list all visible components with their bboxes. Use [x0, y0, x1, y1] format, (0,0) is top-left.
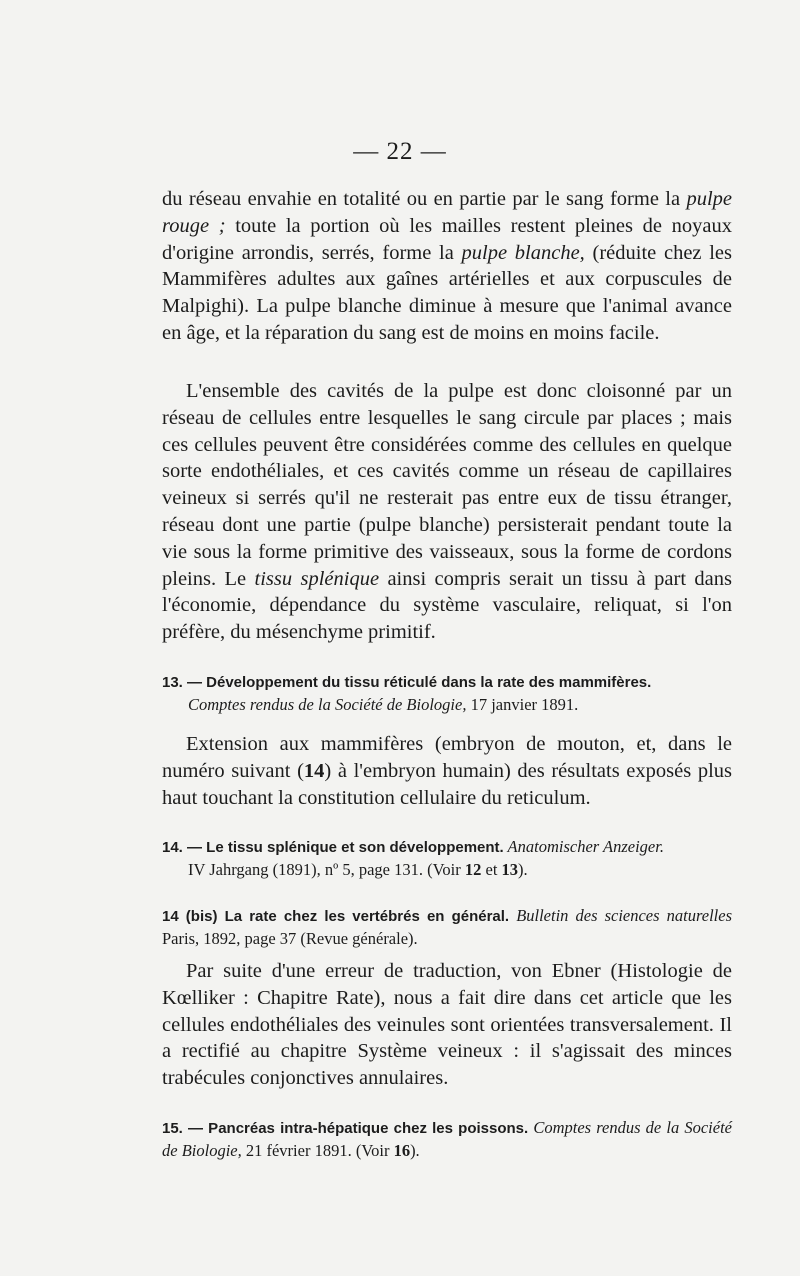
para2-text-c: ainsi compris serait un tissu à part dans l'économie, dépendance du système vasculaire, reliquat, si l'on préfère, du mésenchyme primitif.: [162, 567, 732, 644]
entry-15-close: ).: [410, 1141, 420, 1160]
entry-14-bis: [162, 905, 732, 950]
entry-14-number: 14.: [162, 839, 183, 856]
entry-15-date: 21 février 1891. (Voir: [241, 1141, 394, 1160]
para3-text-b: ) à l'embryon humain) des résultats exposés plus haut touchant la constitution cellulaire du reticulum.: [162, 759, 732, 809]
entry-15: [162, 1117, 732, 1162]
para1-italic-pulpe-blanche: pulpe blanche,: [461, 241, 585, 264]
para4-text: Par suite d'une erreur de traduction, von Ebner (Histologie de Kœlliker : Chapitre Rate), nous a fait dire dans cet article que les cellules endothéliales des veinules sont orientées transversalement. Il a rectifié au chapitre Système veineux : il s'agissait des minces trabécules conjonctives annulaires.: [162, 960, 732, 1090]
entry-14bis-title: La rate chez les vertébrés en général.: [224, 908, 510, 925]
entry-14-source: Anatomischer Anzeiger.: [503, 837, 664, 856]
entry-13-source: Comptes rendus de la Société de Biologie,: [188, 695, 467, 714]
entry-13-date: 17 janvier 1891.: [466, 695, 579, 714]
entry-14-details: IV Jahrgang (1891), nº 5, page 131. (Voir: [188, 860, 465, 879]
entry-14-title: — Le tissu splénique et son développement.: [186, 839, 504, 856]
paragraph-ensemble: [162, 378, 732, 646]
entry-14bis-number: 14 (bis): [162, 908, 218, 925]
entry-13-number: 13.: [162, 674, 183, 691]
paragraph-extension: [162, 731, 732, 811]
para2-italic-tissu-splenique: tissu splénique: [254, 567, 380, 590]
entry-14-reference-12: 12: [464, 860, 482, 879]
entry-13: [162, 671, 732, 716]
page-number: — 22 —: [353, 138, 447, 165]
para1-text-c: toute la portion où les mailles restent pleines de noyaux d'origine arrondis, serrés, forme la: [162, 214, 733, 264]
entry-14bis-source: Bulletin des sciences naturelles: [509, 906, 733, 925]
para3-text-a: Extension aux mammifères (embryon de mouton, et, dans le numéro suivant (: [162, 733, 732, 782]
para2-text-a: L'ensemble des cavités de la pulpe est donc cloisonné par un réseau de cellules entre lesquelles le sang circule par places ; mais ces cellules peuvent être considérées comme des cellules en quelque sorte endothéliales, et ces cavités comme un réseau de capillaires veineux si serrés qu'il ne resterait pas entre eux de tissu étranger, réseau dont une partie (pulpe blanche) persisterait pendant toute la vie sous la forme primitive des vaisseaux, sous la forme de cordons pleins. Le: [162, 380, 732, 590]
entry-15-reference-16: 16: [393, 1141, 411, 1160]
entry-14: [162, 836, 732, 881]
entry-14-reference-13: 13: [501, 860, 519, 879]
entry-14bis-details: Paris, 1892, page 37 (Revue générale).: [162, 929, 418, 948]
entry-13-title: — Développement du tissu réticulé dans la rate des mammifères.: [186, 674, 652, 691]
entry-15-title: — Pancréas intra-hépatique chez les poissons.: [188, 1120, 529, 1137]
para1-text-a: du réseau envahie en totalité ou en partie par le sang forme la: [162, 188, 681, 210]
paragraph-continuation: [162, 186, 732, 347]
entry-14-close: ).: [518, 860, 528, 879]
para1-italic-pulpe-rouge: pulpe rouge ;: [162, 188, 733, 237]
para3-reference-14: 14: [303, 759, 325, 782]
paragraph-traduction: [162, 958, 732, 1092]
entry-15-source: Comptes rendus de la Société de Biologie,: [162, 1118, 732, 1160]
entry-15-number: 15.: [162, 1120, 183, 1137]
entry-14-connector: et: [481, 860, 502, 879]
para1-text-e: (réduite chez les Mammifères adultes aux gaînes artérielles et aux corpuscules de Malpighi). La pulpe blanche diminue à mesure que l'animal avance en âge, et la réparation du sang est de moins en moins facile.: [162, 241, 732, 344]
